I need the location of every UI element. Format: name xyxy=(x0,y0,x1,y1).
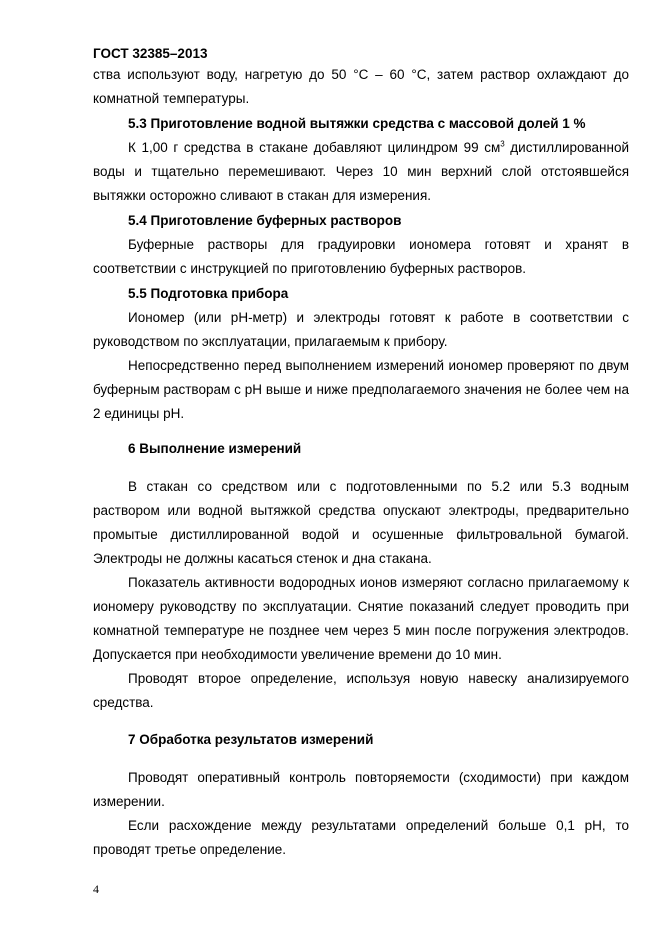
section-heading-7: 7 Обработка результатов измерений xyxy=(128,732,374,747)
page-number: 4 xyxy=(93,882,99,896)
paragraph-6-c: Проводят второе определение, используя новую навеску анализируемого средства. xyxy=(93,671,629,710)
superscript-3: 3 xyxy=(500,139,505,149)
paragraph-6-b: Показатель активности водородных ионов измеряют согласно прилагаемому к иономеру руководству по эксплуатации. Снятие показаний следует проводить при комнатной температуре не позднее чем через 5 мин после погружения электродов. Допускается при необходимости увеличение времени до 10 мин. xyxy=(93,575,629,662)
section-heading-5-5: 5.5 Подготовка прибора xyxy=(128,286,289,301)
section-heading-5-4: 5.4 Приготовление буферных растворов xyxy=(128,213,402,228)
section-heading-5-3: 5.3 Приготовление водной вытяжки средства с массовой долей 1 % xyxy=(128,116,586,131)
paragraph-5-3 xyxy=(93,136,629,208)
paragraph-5-5-b: Непосредственно перед выполнением измерений иономер проверяют по двум буферным растворам с рН выше и ниже предполагаемого значения не более чем на 2 единицы рН. xyxy=(93,358,629,421)
paragraph-7-b: Если расхождение между результатами определений больше 0,1 рН, то проводят третье определение. xyxy=(93,818,629,857)
paragraph-5-5-a: Иономер (или рН-метр) и электроды готовят к работе в соответствии с руководством по эксплуатации, прилагаемым к прибору. xyxy=(93,310,629,349)
paragraph-5-3-pre: К 1,00 г средства в стакане добавляют цилиндром 99 см xyxy=(128,140,501,155)
paragraph-7-a: Проводят оперативный контроль повторяемости (сходимости) при каждом измерении. xyxy=(93,770,629,809)
paragraph-continued: ства используют воду, нагретую до 50 °С – 60 °С, затем раствор охлаждают до комнатной температуры. xyxy=(93,67,629,106)
paragraph-6-a: В стакан со средством или с подготовленными по 5.2 или 5.3 водным раствором или водной вытяжкой средства опускают электроды, предварительно промытые дистиллированной водой и осушенные фильтровальной бумагой. Электроды не должны касаться стенок и дна стакана. xyxy=(93,479,629,566)
paragraph-5-3-post: дистиллированной воды и тщательно перемешивают. Через 10 мин верхний слой отстоявшейся вытяжки осторожно сливают в стакан для измерения. xyxy=(93,140,629,203)
standard-header: ГОСТ 32385–2013 xyxy=(93,46,208,61)
section-heading-6: 6 Выполнение измерений xyxy=(128,441,302,456)
paragraph-5-4: Буферные растворы для градуировки иономера готовят и хранят в соответствии с инструкцией по приготовлению буферных растворов. xyxy=(93,237,629,276)
